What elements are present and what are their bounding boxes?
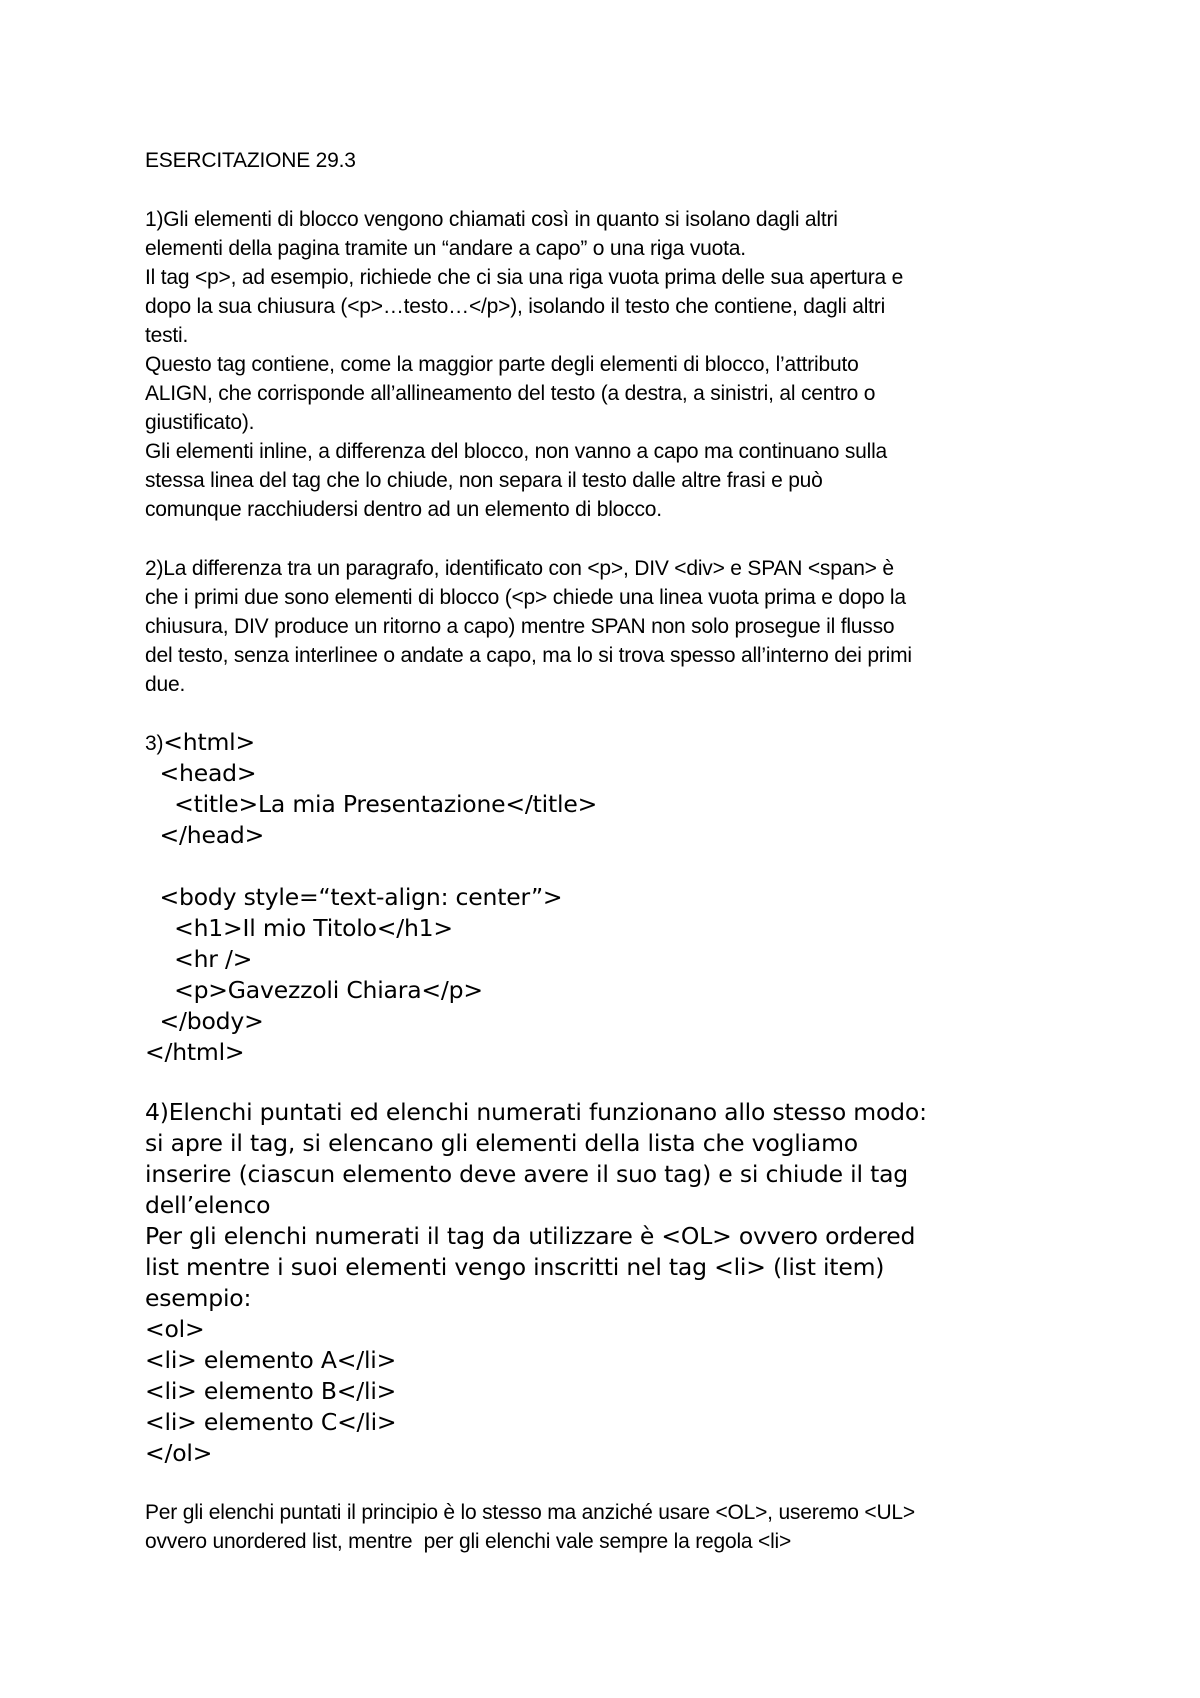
- code-line: </body>: [145, 1007, 264, 1035]
- code-line: <hr />: [145, 945, 253, 973]
- code-line: [145, 727, 255, 758]
- text-line: elementi della pagina tramite un “andare a capo” o una riga vuota.: [145, 237, 746, 260]
- text-line: dell’elenco: [145, 1191, 271, 1219]
- text-line: del testo, senza interlinee o andate a capo, ma lo si trova spesso all’interno dei primi: [145, 644, 912, 667]
- code-line: <body style=“text-align: center”>: [145, 883, 563, 911]
- text-line: due.: [145, 673, 186, 696]
- text-line: giustificato).: [145, 411, 255, 434]
- code-line: <h1>Il mio Titolo</h1>: [145, 914, 453, 942]
- text-line: chiusura, DIV produce un ritorno a capo) mentre SPAN non solo prosegue il flusso: [145, 615, 895, 638]
- text-line: si apre il tag, si elencano gli elementi della lista che vogliamo: [145, 1129, 858, 1157]
- code-line: <ol>: [145, 1315, 205, 1343]
- text-line: Per gli elenchi numerati il tag da utilizzare è <OL> ovvero ordered: [145, 1222, 916, 1250]
- code-line: <li> elemento A</li>: [145, 1346, 397, 1374]
- section-3-number: 3): [145, 732, 164, 755]
- document-title: ESERCITAZIONE 29.3: [145, 149, 356, 172]
- text-line: stessa linea del tag che lo chiude, non separa il testo dalle altre frasi e può: [145, 469, 823, 492]
- code-line: </html>: [145, 1038, 245, 1066]
- text-line: 2)La differenza tra un paragrafo, identificato con <p>, DIV <div> e SPAN <span> è: [145, 557, 894, 580]
- code-line: <li> elemento B</li>: [145, 1377, 397, 1405]
- code-line: <title>La mia Presentazione</title>: [145, 790, 598, 818]
- text-line: che i primi due sono elementi di blocco (<p> chiede una linea vuota prima e dopo la: [145, 586, 906, 609]
- text-line: list mentre i suoi elementi vengo inscritti nel tag <li> (list item): [145, 1253, 885, 1281]
- text-line: ovvero unordered list, mentre per gli elenchi vale sempre la regola <li>: [145, 1530, 792, 1553]
- code-text: <html>: [163, 728, 255, 756]
- text-line: Per gli elenchi puntati il principio è lo stesso ma anziché usare <OL>, useremo <UL>: [145, 1501, 915, 1524]
- code-line: <li> elemento C</li>: [145, 1408, 397, 1436]
- code-line: <head>: [145, 759, 257, 787]
- text-line: inserire (ciascun elemento deve avere il suo tag) e si chiude il tag: [145, 1160, 909, 1188]
- code-line: </head>: [145, 821, 265, 849]
- text-line: Il tag <p>, ad esempio, richiede che ci sia una riga vuota prima delle sua apertura e: [145, 266, 904, 289]
- text-line: Questo tag contiene, come la maggior parte degli elementi di blocco, l’attributo: [145, 353, 859, 376]
- text-line: ALIGN, che corrisponde all’allineamento del testo (a destra, a sinistri, al centro o: [145, 382, 876, 405]
- code-line: <p>Gavezzoli Chiara</p>: [145, 976, 483, 1004]
- code-line: </ol>: [145, 1439, 213, 1467]
- text-line: comunque racchiudersi dentro ad un elemento di blocco.: [145, 498, 662, 521]
- text-line: testi.: [145, 324, 189, 347]
- text-line: esempio:: [145, 1284, 252, 1312]
- text-line: 1)Gli elementi di blocco vengono chiamati così in quanto si isolano dagli altri: [145, 208, 838, 231]
- text-line: Gli elementi inline, a differenza del blocco, non vanno a capo ma continuano sulla: [145, 440, 888, 463]
- text-line: 4)Elenchi puntati ed elenchi numerati funzionano allo stesso modo:: [145, 1098, 927, 1126]
- text-line: dopo la sua chiusura (<p>…testo…</p>), isolando il testo che contiene, dagli altri: [145, 295, 886, 318]
